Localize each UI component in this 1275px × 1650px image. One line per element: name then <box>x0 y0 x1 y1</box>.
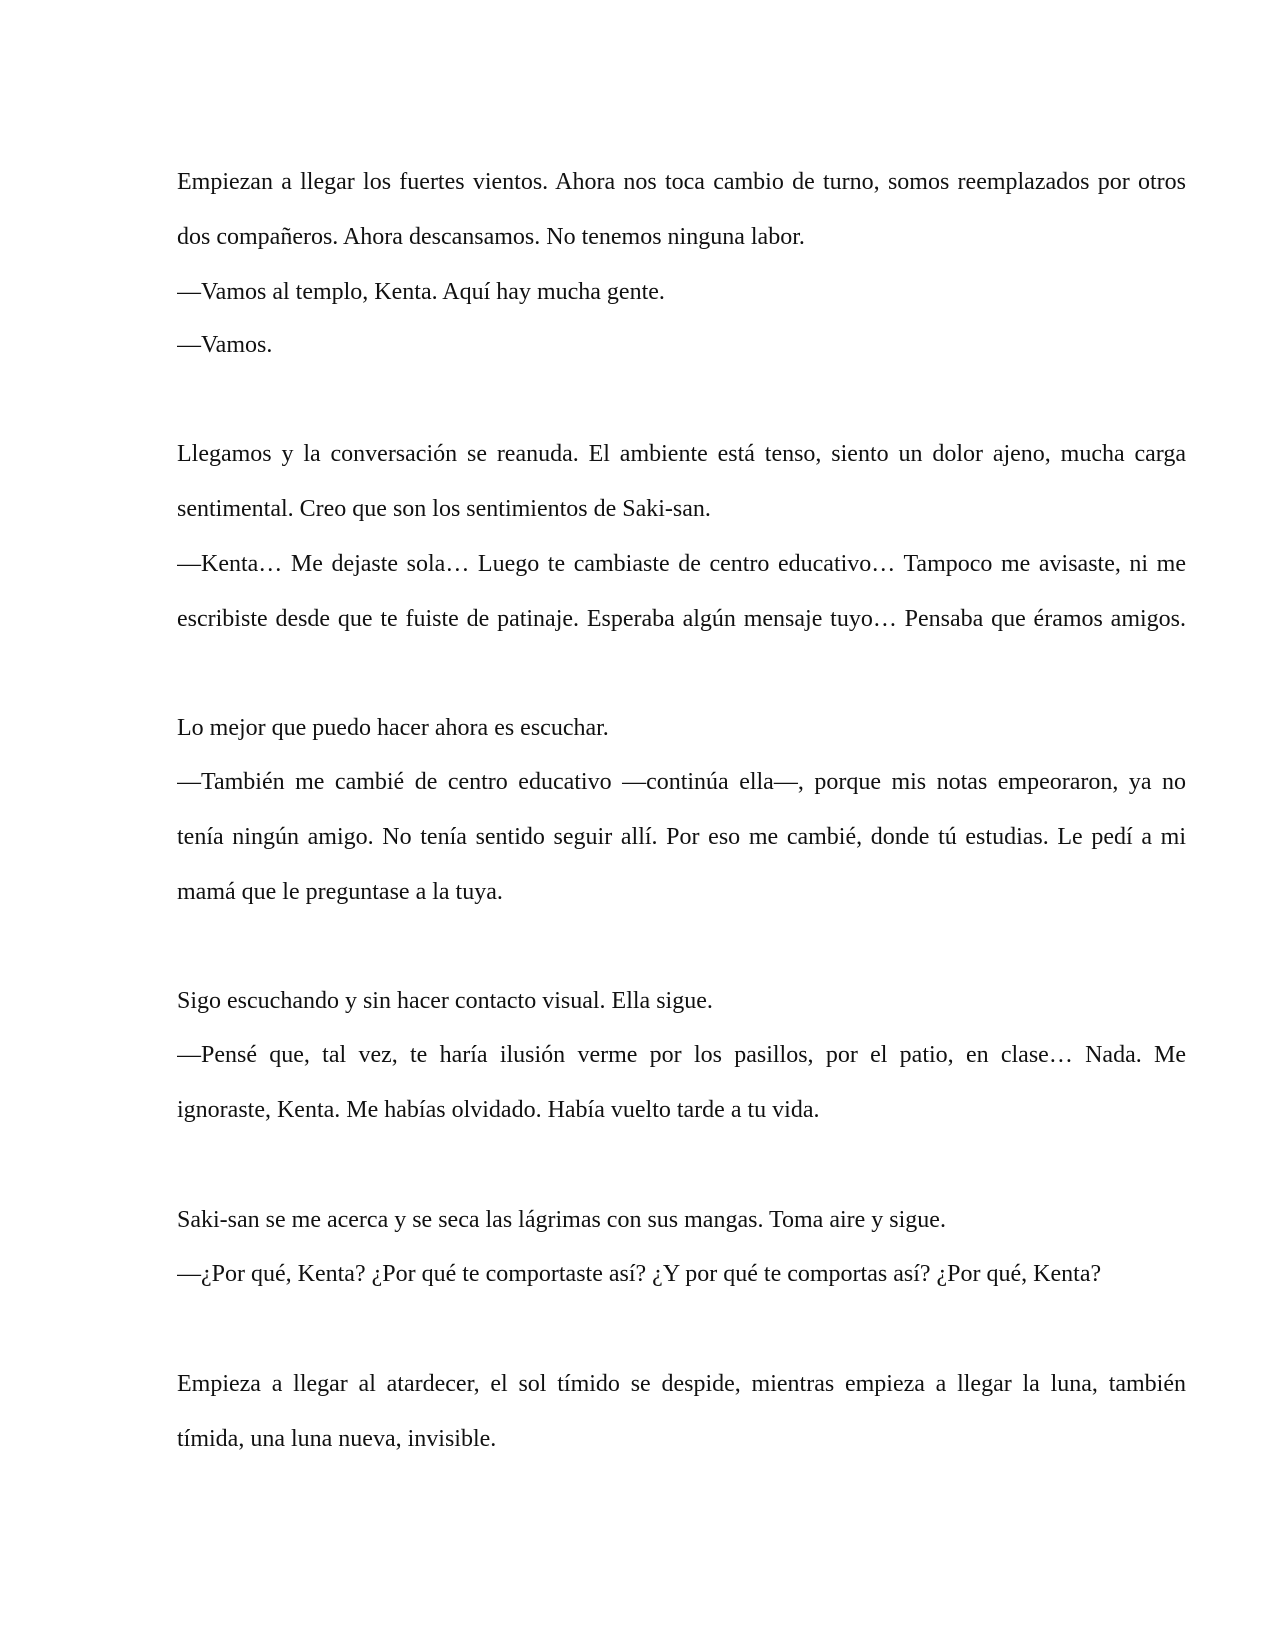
dialogue-line: —Vamos al templo, Kenta. Aquí hay mucha gente. <box>177 279 665 305</box>
dialogue-line: ignoraste, Kenta. Me habías olvidado. Había vuelto tarde a tu vida. <box>177 1097 820 1123</box>
paragraph-line: Empieza a llegar al atardecer, el sol tímido se despide, mientras empieza a llegar la luna, también <box>177 1371 1186 1397</box>
dialogue-line: mamá que le preguntase a la tuya. <box>177 879 503 905</box>
dialogue-line: tenía ningún amigo. No tenía sentido seguir allí. Por eso me cambié, donde tú estudias. Le pedí a mi <box>177 824 1186 850</box>
paragraph-line: sentimental. Creo que son los sentimientos de Saki-san. <box>177 496 711 522</box>
dialogue-line: —Vamos. <box>177 332 273 358</box>
paragraph-line: Lo mejor que puedo hacer ahora es escuchar. <box>177 715 609 741</box>
dialogue-line: —También me cambié de centro educativo —continúa ella—, porque mis notas empeoraron, ya no <box>177 769 1186 795</box>
paragraph-line: tímida, una luna nueva, invisible. <box>177 1426 497 1452</box>
paragraph-line: Llegamos y la conversación se reanuda. El ambiente está tenso, siento un dolor ajeno, mucha carga <box>177 441 1186 467</box>
dialogue-line: escribiste desde que te fuiste de patinaje. Esperaba algún mensaje tuyo… Pensaba que éramos amigos. <box>177 606 1186 632</box>
dialogue-line: —¿Por qué, Kenta? ¿Por qué te comportaste así? ¿Y por qué te comportas así? ¿Por qué, Kenta? <box>177 1261 1102 1287</box>
paragraph-line: Empiezan a llegar los fuertes vientos. Ahora nos toca cambio de turno, somos reemplazados por otros <box>177 169 1186 195</box>
dialogue-line: —Pensé que, tal vez, te haría ilusión verme por los pasillos, por el patio, en clase… Nada. Me <box>177 1042 1186 1068</box>
dialogue-line: —Kenta… Me dejaste sola… Luego te cambiaste de centro educativo… Tampoco me avisaste, ni me <box>177 551 1186 577</box>
paragraph-line: Sigo escuchando y sin hacer contacto visual. Ella sigue. <box>177 988 713 1014</box>
paragraph-line: dos compañeros. Ahora descansamos. No tenemos ninguna labor. <box>177 224 805 250</box>
paragraph-line: Saki-san se me acerca y se seca las lágrimas con sus mangas. Toma aire y sigue. <box>177 1207 946 1233</box>
